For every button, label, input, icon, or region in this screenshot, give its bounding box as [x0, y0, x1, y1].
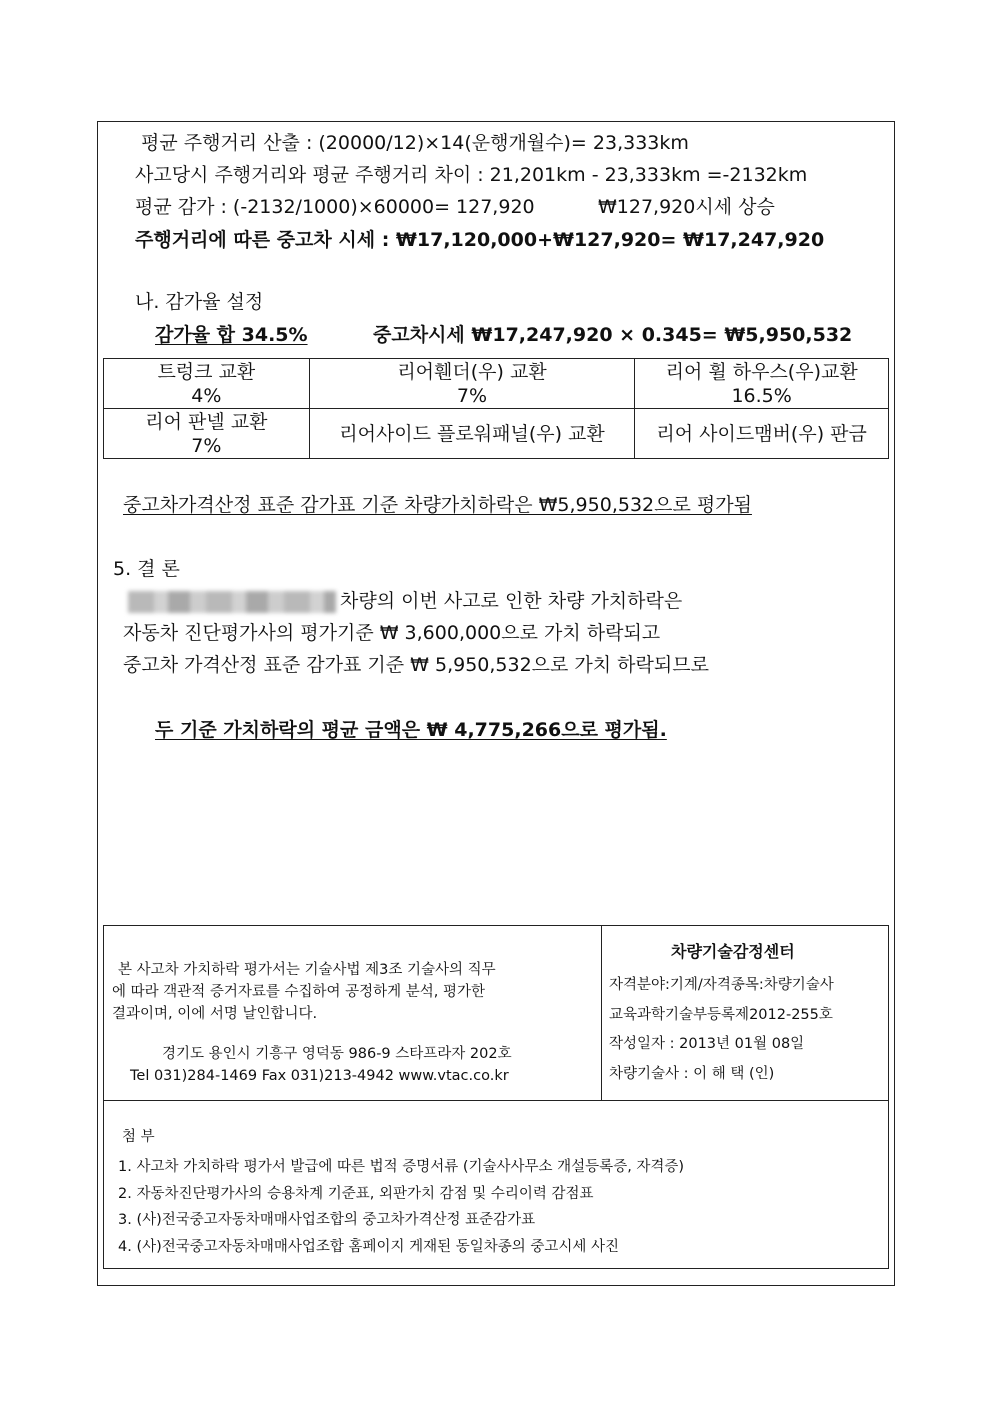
depreciation-table — [103, 358, 889, 459]
signature-box — [103, 925, 889, 1101]
issue-date: 작성일자 : 2013년 01월 08일 — [609, 1036, 805, 1052]
conclusion-line-2: 자동차 진단평가사의 평가기준 ₩ 3,600,000으로 가치 하락되고 — [123, 622, 661, 644]
table-cell: 리어 사이드맴버(우) 판금 — [635, 409, 889, 459]
office-address: 경기도 용인시 기흥구 영덕동 986-9 스타프라자 202호 — [162, 1046, 512, 1062]
table-row — [104, 359, 889, 409]
attachment-item: 3. (사)전국중고자동차매매사업조합의 중고차가격산정 표준감가표 — [118, 1212, 536, 1228]
attachment-item: 1. 사고차 가치하락 평가서 발급에 따른 법적 증명서류 (기술사사무소 개설등록증, 자격증) — [118, 1159, 685, 1175]
attachment-item: 4. (사)전국중고자동차매매사업조합 홈페이지 게재된 동일차종의 중고시세 사진 — [118, 1239, 620, 1255]
statement-line-3: 결과이며, 이에 서명 날인합니다. — [112, 1006, 318, 1022]
office-contact: Tel 031)284-1469 Fax 031)213-4942 www.vtac.co.kr — [130, 1068, 509, 1084]
rate-sum: 감가율 합 34.5% — [155, 324, 308, 346]
attachment-item: 2. 자동차진단평가사의 승용차계 기준표, 외판가치 감점 및 수리이력 감점표 — [118, 1186, 594, 1202]
table-cell: 리어 휠 하우스(우)교환 16.5% — [635, 359, 889, 409]
market-price-line: 주행거리에 따른 중고차 시세 : ₩17,120,000+₩127,920= ₩17,247,920 — [135, 229, 825, 251]
statement-line-2: 에 따라 객관적 증거자료를 수집하여 공정하게 분석, 평가한 — [112, 984, 486, 1000]
registration-number: 교육과학기술부등록제2012-255호 — [609, 1007, 833, 1023]
conclusion-heading: 5. 결 론 — [113, 558, 180, 580]
table-cell: 리어 판넬 교환 7% — [104, 409, 310, 459]
mileage-diff-line: 사고당시 주행거리와 평균 주행거리 차이 : 21,201km - 23,333km =-2132km — [135, 164, 808, 186]
conclusion-line-1: 차량의 이번 사고로 인한 차량 가치하락은 — [128, 589, 682, 613]
redacted-vehicle-info — [128, 591, 336, 613]
avg-mileage-line: 평균 주행거리 산출 : (20000/12)×14(운행개월수)= 23,333km — [141, 132, 689, 154]
table-cell: 리어사이드 플로워패널(우) 교환 — [309, 409, 635, 459]
depreciation-formula: 중고차시세 ₩17,247,920 × 0.345= ₩5,950,532 — [373, 324, 853, 346]
depreciation-heading: 나. 감가율 설정 — [135, 291, 264, 313]
qualification-field: 자격분야:기계/자격종목:차량기술사 — [609, 977, 834, 993]
table-row — [104, 409, 889, 459]
avg-depreciation-line: 평균 감가 : (-2132/1000)×60000= 127,920 — [135, 196, 535, 218]
conclusion-final: 두 기준 가치하락의 평균 금액은 ₩ 4,775,266으로 평가됨. — [155, 719, 667, 741]
engineer-signature: 차량기술사 : 이 해 택 (인) — [609, 1066, 775, 1082]
center-name: 차량기술감정센터 — [671, 942, 795, 961]
table-cell: 리어휀더(우) 교환 7% — [309, 359, 635, 409]
price-increase-note: ₩127,920시세 상승 — [598, 196, 775, 218]
depreciation-result: 중고차가격산정 표준 감가표 기준 차량가치하락은 ₩5,950,532으로 평가됨 — [123, 494, 752, 516]
signature-divider — [601, 926, 602, 1100]
table-cell: 트렁크 교환 4% — [104, 359, 310, 409]
statement-line-1: 본 사고차 가치하락 평가서는 기술사법 제3조 기술사의 직무 — [118, 962, 496, 978]
attachments-box — [103, 1101, 889, 1269]
conclusion-line-3: 중고차 가격산정 표준 감가표 기준 ₩ 5,950,532으로 가치 하락되므로 — [123, 654, 709, 676]
attachments-heading: 첨 부 — [122, 1129, 155, 1145]
